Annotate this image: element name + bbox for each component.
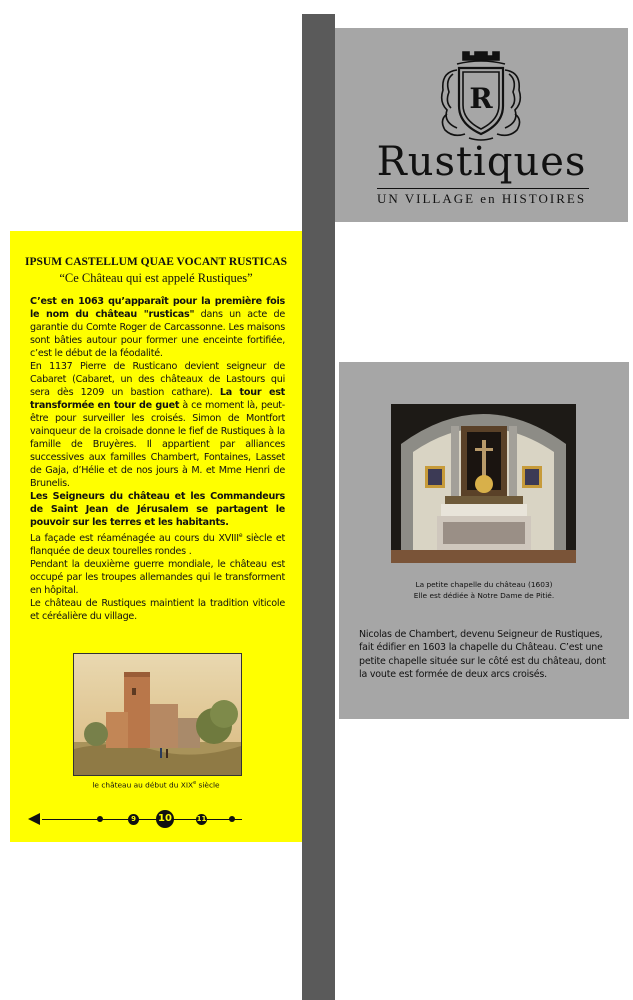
panel-subtitle: “Ce Château qui est appelé Rustiques” <box>59 271 253 285</box>
history-text <box>30 295 285 623</box>
prev-arrow-icon[interactable] <box>28 813 40 825</box>
crest-logo <box>433 50 529 142</box>
paragraph-5: Pendant la deuxième guerre mondiale, le château est occupé par les troupes allemandes qui le transforment en hôpital. <box>30 559 285 597</box>
paragraph-2: En 1137 Pierre de Rusticano devient seigneur de Cabaret (Cabaret, un des châteaux de Lastours qui sera dès 1209 un bastion cathare). La tour est transformée en tour de guet à ce moment là, peut-être pour surveiller les croisés. Simon de Montfort vainqueur de la croisade donne le fief de Rustiques à la famille de Bruyères. Il appartient par alliances successives aux familles Chambert, Fontaines, Lasset de Gaja, d’Hélie et de nos jours à M. et Mme Henri de Brunelis. <box>30 361 286 489</box>
paragraph-4: La façade est réaménagée au cours du XVIIIe siècle et flanquée de deux tourelles rondes . <box>30 532 285 558</box>
paragraph-6: Le château de Rustiques maintient la tradition viticole et céréalière du village. <box>30 598 285 623</box>
nav-page-prev[interactable]: 9 <box>128 814 139 825</box>
chapel-photo <box>391 404 576 563</box>
painting-caption: le château au début du XIXe siècle <box>92 780 220 790</box>
logo-divider <box>377 188 589 189</box>
chapel-panel <box>339 362 629 719</box>
logo-subtitle: UN VILLAGE en HISTOIRES <box>376 191 587 206</box>
nav-dot <box>229 816 235 822</box>
logo-title: Rustiques <box>376 139 587 185</box>
paragraph-1: C’est en 1063 qu’apparaît pour la première fois le nom du château "rusticas" dans un acte de garantie du Comte Roger de Carcassonne. Les maisons sont bâties autour pour former une enceinte fortifiée, c’est le début de la féodalité. <box>30 296 286 359</box>
nav-dot <box>97 816 103 822</box>
history-panel <box>10 231 302 842</box>
nav-page-next[interactable]: 11 <box>196 815 207 823</box>
crest-letter: R <box>469 82 493 115</box>
chapel-paragraph: Nicolas de Chambert, devenu Seigneur de Rustiques, fait édifier en 1603 la chapelle du Château. C’est une petite chapelle située sur le côté est du château, dont la voute est formée de deux arcs croisés. <box>359 629 606 681</box>
paragraph-3: Les Seigneurs du château et les Commandeurs de Saint Jean de Jérusalem se partagent le pouvoir sur les terres et les habitants. <box>30 491 285 528</box>
chapel-text <box>359 628 615 682</box>
nav-line <box>42 819 242 820</box>
panel-title: IPSUM CASTELLUM QUAE VOCANT RUSTICAS <box>25 256 287 268</box>
castle-painting <box>73 653 242 776</box>
nav-page-current: 10 <box>156 810 174 828</box>
sign-post <box>302 14 335 1000</box>
logo-panel <box>335 28 628 222</box>
chapel-caption-line2: Elle est dédiée à Notre Dame de Pitié. <box>413 591 555 600</box>
page-navigation <box>28 809 290 831</box>
chapel-caption-line1: La petite chapelle du château (1603) <box>415 580 553 589</box>
